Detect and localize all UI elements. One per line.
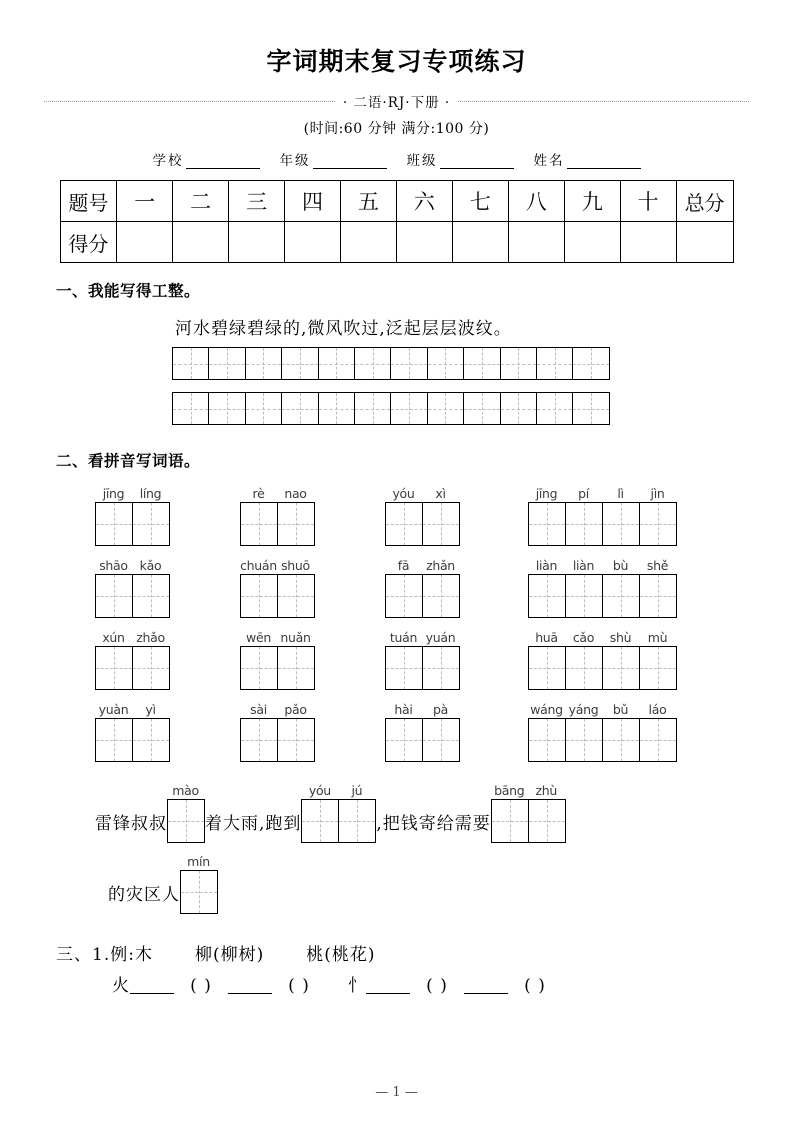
writing-cell[interactable] — [640, 719, 677, 762]
section2-fill-sentence-line1 — [95, 781, 793, 843]
pinyin-syllable: jīng — [535, 486, 558, 501]
score-table-col-total: 总分 — [676, 181, 733, 222]
pinyin-label — [95, 555, 170, 573]
answer-grid[interactable] — [301, 799, 376, 843]
writing-cell[interactable] — [355, 348, 391, 380]
pinyin-word-1-4 — [528, 483, 677, 546]
pinyin-syllable: nao — [284, 486, 307, 501]
score-cell-2[interactable] — [173, 222, 229, 263]
writing-cell[interactable] — [529, 800, 566, 843]
pinyin-row-3 — [0, 627, 793, 699]
pinyin-syllable: huā — [535, 630, 558, 645]
writing-cell[interactable] — [96, 719, 133, 762]
section3-item-number: 1. — [92, 945, 111, 965]
pinyin-word-2-3 — [385, 555, 460, 618]
pinyin-syllable: yì — [145, 702, 156, 717]
score-table-col-10: 十 — [620, 181, 676, 222]
score-cell-11[interactable] — [676, 222, 733, 263]
score-table-col-6: 六 — [396, 181, 452, 222]
answer-grid[interactable] — [528, 718, 677, 762]
field-school-label: 学校 — [152, 153, 184, 169]
writing-cell[interactable] — [492, 800, 529, 843]
answer-blank-2-2[interactable] — [464, 978, 508, 994]
writing-cell[interactable] — [423, 503, 460, 546]
section3-example-line — [56, 940, 793, 965]
pinyin-word-4-4 — [528, 699, 677, 762]
pinyin-label — [167, 781, 205, 798]
pinyin-label — [95, 699, 170, 717]
field-name-label: 姓名 — [533, 153, 565, 169]
pinyin-syllable: shuō — [281, 558, 310, 573]
pinyin-label — [301, 781, 376, 798]
score-table-col-1: 一 — [117, 181, 173, 222]
writing-cell[interactable] — [282, 393, 318, 425]
pinyin-syllable: lì — [617, 486, 624, 501]
student-info-row — [0, 149, 793, 169]
answer-grid[interactable] — [491, 799, 566, 843]
pinyin-syllable: pǎo — [284, 702, 307, 717]
pinyin-word-1-1 — [95, 483, 170, 546]
pinyin-syllable: zhǎn — [426, 558, 455, 573]
section1-grid-row-1[interactable] — [172, 347, 610, 380]
pinyin-syllable: liàn — [535, 558, 558, 573]
writing-cell[interactable] — [501, 393, 537, 425]
score-table-header-row — [60, 181, 733, 222]
pinyin-word-2-4 — [528, 555, 677, 618]
writing-cell[interactable] — [302, 800, 339, 843]
pinyin-label — [385, 483, 460, 501]
pinyin-syllable: sài — [250, 702, 267, 717]
answer-grid[interactable] — [167, 799, 205, 843]
field-grade-input[interactable] — [313, 154, 387, 169]
writing-cell[interactable] — [241, 647, 278, 690]
pinyin-syllable: láo — [648, 702, 667, 717]
section1-writing-grids[interactable] — [172, 347, 793, 425]
pinyin-syllable: xì — [435, 486, 446, 501]
answer-grid[interactable] — [240, 718, 315, 762]
pinyin-word-1-2 — [240, 483, 315, 546]
score-table-col-5: 五 — [341, 181, 397, 222]
pinyin-word-4-1 — [95, 699, 170, 762]
pinyin-syllable: líng — [139, 486, 162, 501]
pinyin-label — [528, 699, 677, 717]
section1-grid-row-2[interactable] — [172, 392, 610, 425]
writing-cell[interactable] — [573, 393, 609, 425]
pinyin-label — [240, 627, 315, 645]
pinyin-syllable: wēn — [246, 630, 271, 645]
writing-cell[interactable] — [319, 348, 355, 380]
answer-grid[interactable] — [95, 646, 170, 690]
radical-char-1: 火 — [112, 976, 130, 996]
score-table-row-label-question: 题号 — [60, 181, 117, 222]
writing-cell[interactable] — [566, 647, 603, 690]
subtitle — [0, 91, 793, 111]
section1-heading: 一、我能写得工整。 — [56, 282, 201, 300]
pinyin-syllable: yuàn — [98, 702, 129, 717]
pinyin-label — [95, 483, 170, 501]
answer-grid[interactable] — [240, 502, 315, 546]
answer-grid[interactable] — [385, 646, 460, 690]
field-class-input[interactable] — [440, 154, 514, 169]
pinyin-syllable: pà — [433, 702, 448, 717]
answer-grid[interactable] — [385, 502, 460, 546]
pinyin-syllable: mù — [647, 630, 668, 645]
pinyin-syllable: wáng — [530, 702, 563, 717]
fill-line2-blank-2 — [180, 852, 218, 914]
pinyin-syllable: nuǎn — [280, 630, 311, 645]
section3-heading: 三、 — [56, 945, 92, 965]
score-cell-4[interactable] — [285, 222, 341, 263]
field-class-label: 班级 — [406, 153, 438, 169]
score-table-col-8: 八 — [508, 181, 564, 222]
answer-blank-1-2[interactable] — [228, 978, 272, 994]
pinyin-syllable: jìn — [650, 486, 665, 501]
answer-grid[interactable] — [240, 574, 315, 618]
field-class — [407, 149, 514, 169]
writing-cell[interactable] — [603, 647, 640, 690]
field-school — [153, 149, 260, 169]
writing-cell[interactable] — [246, 393, 282, 425]
pinyin-word-1-3 — [385, 483, 460, 546]
writing-cell[interactable] — [529, 503, 566, 546]
field-grade-label: 年级 — [279, 153, 311, 169]
pinyin-syllable: zhǎo — [136, 630, 165, 645]
writing-cell[interactable] — [133, 719, 170, 762]
field-name-input[interactable] — [567, 154, 641, 169]
answer-grid[interactable] — [528, 574, 677, 618]
writing-cell[interactable] — [566, 503, 603, 546]
writing-cell[interactable] — [278, 719, 315, 762]
writing-cell[interactable] — [96, 647, 133, 690]
fill-line1-blank-2 — [167, 781, 205, 843]
section3-example-char: 木 — [134, 945, 153, 965]
pinyin-word-3-2 — [240, 627, 315, 690]
answer-paren-2-1[interactable]: ( ) — [426, 976, 448, 996]
writing-cell[interactable] — [640, 503, 677, 546]
pinyin-row-2 — [0, 555, 793, 627]
pinyin-syllable: yuán — [425, 630, 456, 645]
pinyin-word-4-3 — [385, 699, 460, 762]
writing-cell[interactable] — [209, 348, 245, 380]
writing-cell[interactable] — [282, 348, 318, 380]
writing-cell[interactable] — [603, 503, 640, 546]
writing-cell[interactable] — [278, 575, 315, 618]
score-table-score-row — [60, 222, 733, 263]
pinyin-syllable: rè — [252, 486, 265, 501]
section2-heading: 二、看拼音写词语。 — [56, 452, 201, 470]
writing-cell[interactable] — [181, 871, 218, 914]
writing-cell[interactable] — [423, 719, 460, 762]
pinyin-syllable: yóu — [392, 486, 415, 501]
pinyin-label — [180, 852, 218, 869]
pinyin-syllable: yáng — [568, 702, 599, 717]
writing-cell[interactable] — [355, 393, 391, 425]
pinyin-syllable: bù — [612, 558, 629, 573]
writing-cell[interactable] — [209, 393, 245, 425]
answer-grid[interactable] — [95, 574, 170, 618]
fill-line1-text-5: ,把钱寄给需要 — [376, 814, 491, 834]
writing-cell[interactable] — [168, 800, 205, 843]
score-cell-10[interactable] — [620, 222, 676, 263]
answer-grid[interactable] — [385, 718, 460, 762]
pinyin-row-4 — [0, 699, 793, 771]
writing-cell[interactable] — [529, 647, 566, 690]
writing-cell[interactable] — [278, 503, 315, 546]
pinyin-label — [385, 555, 460, 573]
answer-grid[interactable] — [180, 870, 218, 914]
pinyin-syllable: shù — [609, 630, 632, 645]
pinyin-syllable: cǎo — [572, 630, 595, 645]
score-table-col-3: 三 — [229, 181, 285, 222]
pinyin-row-1 — [0, 483, 793, 555]
pinyin-syllable: yóu — [308, 783, 331, 798]
pinyin-syllable: xún — [102, 630, 125, 645]
pinyin-label — [385, 627, 460, 645]
writing-cell[interactable] — [246, 348, 282, 380]
writing-cell[interactable] — [96, 575, 133, 618]
writing-cell[interactable] — [339, 800, 376, 843]
answer-grid[interactable] — [528, 502, 677, 546]
pinyin-syllable: fā — [397, 558, 410, 573]
section1-sentence: 河水碧绿碧绿的,微风吹过,泛起层层波纹。 — [175, 319, 512, 339]
writing-cell[interactable] — [529, 719, 566, 762]
pinyin-syllable: bǔ — [612, 702, 629, 717]
writing-cell[interactable] — [386, 647, 423, 690]
writing-cell[interactable] — [537, 348, 573, 380]
answer-blank-2-1[interactable] — [366, 978, 410, 994]
writing-cell[interactable] — [133, 575, 170, 618]
section2-fill-sentence-line2 — [108, 852, 793, 914]
section3-example-2: 桃(桃花) — [306, 945, 376, 965]
pinyin-syllable: liàn — [572, 558, 595, 573]
pinyin-syllable: chuán — [240, 558, 277, 573]
writing-cell[interactable] — [501, 348, 537, 380]
writing-cell[interactable] — [603, 719, 640, 762]
field-grade — [280, 149, 387, 169]
subtitle-divider — [0, 91, 793, 111]
writing-cell[interactable] — [566, 719, 603, 762]
pinyin-word-2-2 — [240, 555, 315, 618]
writing-cell[interactable] — [428, 348, 464, 380]
answer-grid[interactable] — [95, 718, 170, 762]
writing-cell[interactable] — [537, 393, 573, 425]
pinyin-syllable: mín — [187, 854, 210, 869]
pinyin-syllable: mào — [172, 783, 199, 798]
score-cell-1[interactable] — [117, 222, 173, 263]
pinyin-syllable: shě — [646, 558, 669, 573]
pinyin-syllable: zhù — [535, 783, 558, 798]
score-table — [60, 180, 734, 263]
pinyin-syllable: jú — [351, 783, 363, 798]
section3-example-label: 例: — [110, 945, 135, 965]
writing-cell[interactable] — [428, 393, 464, 425]
writing-cell[interactable] — [386, 503, 423, 546]
score-table-row-label-score: 得分 — [60, 222, 117, 263]
section3-example-1: 柳(柳树) — [194, 945, 265, 965]
pinyin-syllable: kǎo — [139, 558, 162, 573]
answer-paren-1-2[interactable]: ( ) — [288, 976, 310, 996]
answer-blank-1-1[interactable] — [130, 978, 174, 994]
writing-cell[interactable] — [464, 393, 500, 425]
writing-cell[interactable] — [386, 575, 423, 618]
writing-cell[interactable] — [133, 503, 170, 546]
answer-paren-1-1[interactable]: ( ) — [190, 976, 212, 996]
fill-line1-text-1: 雷锋叔叔 — [95, 814, 167, 834]
writing-cell[interactable] — [573, 348, 609, 380]
pinyin-label — [385, 699, 460, 717]
pinyin-label — [240, 483, 315, 501]
pinyin-label — [491, 781, 566, 798]
pinyin-word-4-2 — [240, 699, 315, 762]
pinyin-label — [240, 555, 315, 573]
writing-cell[interactable] — [423, 575, 460, 618]
section2-pinyin-rows — [0, 483, 793, 771]
fill-line1-text-3: 着大雨,跑到 — [205, 814, 302, 834]
writing-cell[interactable] — [529, 575, 566, 618]
field-name — [534, 149, 641, 169]
writing-cell[interactable] — [241, 719, 278, 762]
score-cell-3[interactable] — [229, 222, 285, 263]
pinyin-syllable: pí — [578, 486, 589, 501]
field-school-input[interactable] — [186, 154, 260, 169]
writing-cell[interactable] — [241, 575, 278, 618]
pinyin-word-2-1 — [95, 555, 170, 618]
page-number: — 1 — — [375, 1085, 418, 1100]
score-cell-8[interactable] — [508, 222, 564, 263]
writing-cell[interactable] — [464, 348, 500, 380]
pinyin-label — [240, 699, 315, 717]
pinyin-word-3-1 — [95, 627, 170, 690]
answer-grid[interactable] — [385, 574, 460, 618]
writing-cell[interactable] — [96, 503, 133, 546]
score-table-col-7: 七 — [452, 181, 508, 222]
answer-grid[interactable] — [240, 646, 315, 690]
pinyin-syllable: hài — [394, 702, 413, 717]
writing-cell[interactable] — [173, 393, 209, 425]
score-cell-9[interactable] — [564, 222, 620, 263]
writing-cell[interactable] — [133, 647, 170, 690]
pinyin-syllable: jīng — [102, 486, 125, 501]
score-cell-7[interactable] — [452, 222, 508, 263]
score-table-col-9: 九 — [564, 181, 620, 222]
pinyin-word-3-3 — [385, 627, 460, 690]
pinyin-syllable: bāng — [494, 783, 525, 798]
page-title: 字词期末复习专项练习 — [266, 47, 527, 76]
writing-cell[interactable] — [640, 575, 677, 618]
pinyin-word-3-4 — [528, 627, 677, 690]
writing-cell[interactable] — [173, 348, 209, 380]
pinyin-label — [528, 483, 677, 501]
writing-cell[interactable] — [391, 393, 427, 425]
exam-meta: (时间:60 分钟 满分:100 分) — [303, 121, 490, 137]
writing-cell[interactable] — [423, 647, 460, 690]
writing-cell[interactable] — [386, 719, 423, 762]
answer-paren-2-2[interactable]: ( ) — [524, 976, 546, 996]
writing-cell[interactable] — [319, 393, 355, 425]
score-cell-5[interactable] — [341, 222, 397, 263]
writing-cell[interactable] — [566, 575, 603, 618]
pinyin-label — [528, 627, 677, 645]
score-cell-6[interactable] — [396, 222, 452, 263]
writing-cell[interactable] — [391, 348, 427, 380]
pinyin-syllable: tuán — [389, 630, 418, 645]
fill-line1-blank-6 — [491, 781, 566, 843]
writing-cell[interactable] — [278, 647, 315, 690]
radical-char-2: 忄 — [348, 976, 366, 996]
score-table-col-4: 四 — [285, 181, 341, 222]
section3-answer-row[interactable] — [112, 971, 793, 996]
score-table-col-2: 二 — [173, 181, 229, 222]
pinyin-label — [95, 627, 170, 645]
writing-cell[interactable] — [241, 503, 278, 546]
fill-line1-blank-4 — [301, 781, 376, 843]
writing-cell[interactable] — [640, 647, 677, 690]
pinyin-syllable: shāo — [99, 558, 128, 573]
answer-grid[interactable] — [528, 646, 677, 690]
answer-grid[interactable] — [95, 502, 170, 546]
writing-cell[interactable] — [603, 575, 640, 618]
subtitle-label: · 二语·RJ·下册 · — [335, 95, 458, 111]
pinyin-label — [528, 555, 677, 573]
fill-line2-text-1: 的灾区人 — [108, 885, 180, 905]
